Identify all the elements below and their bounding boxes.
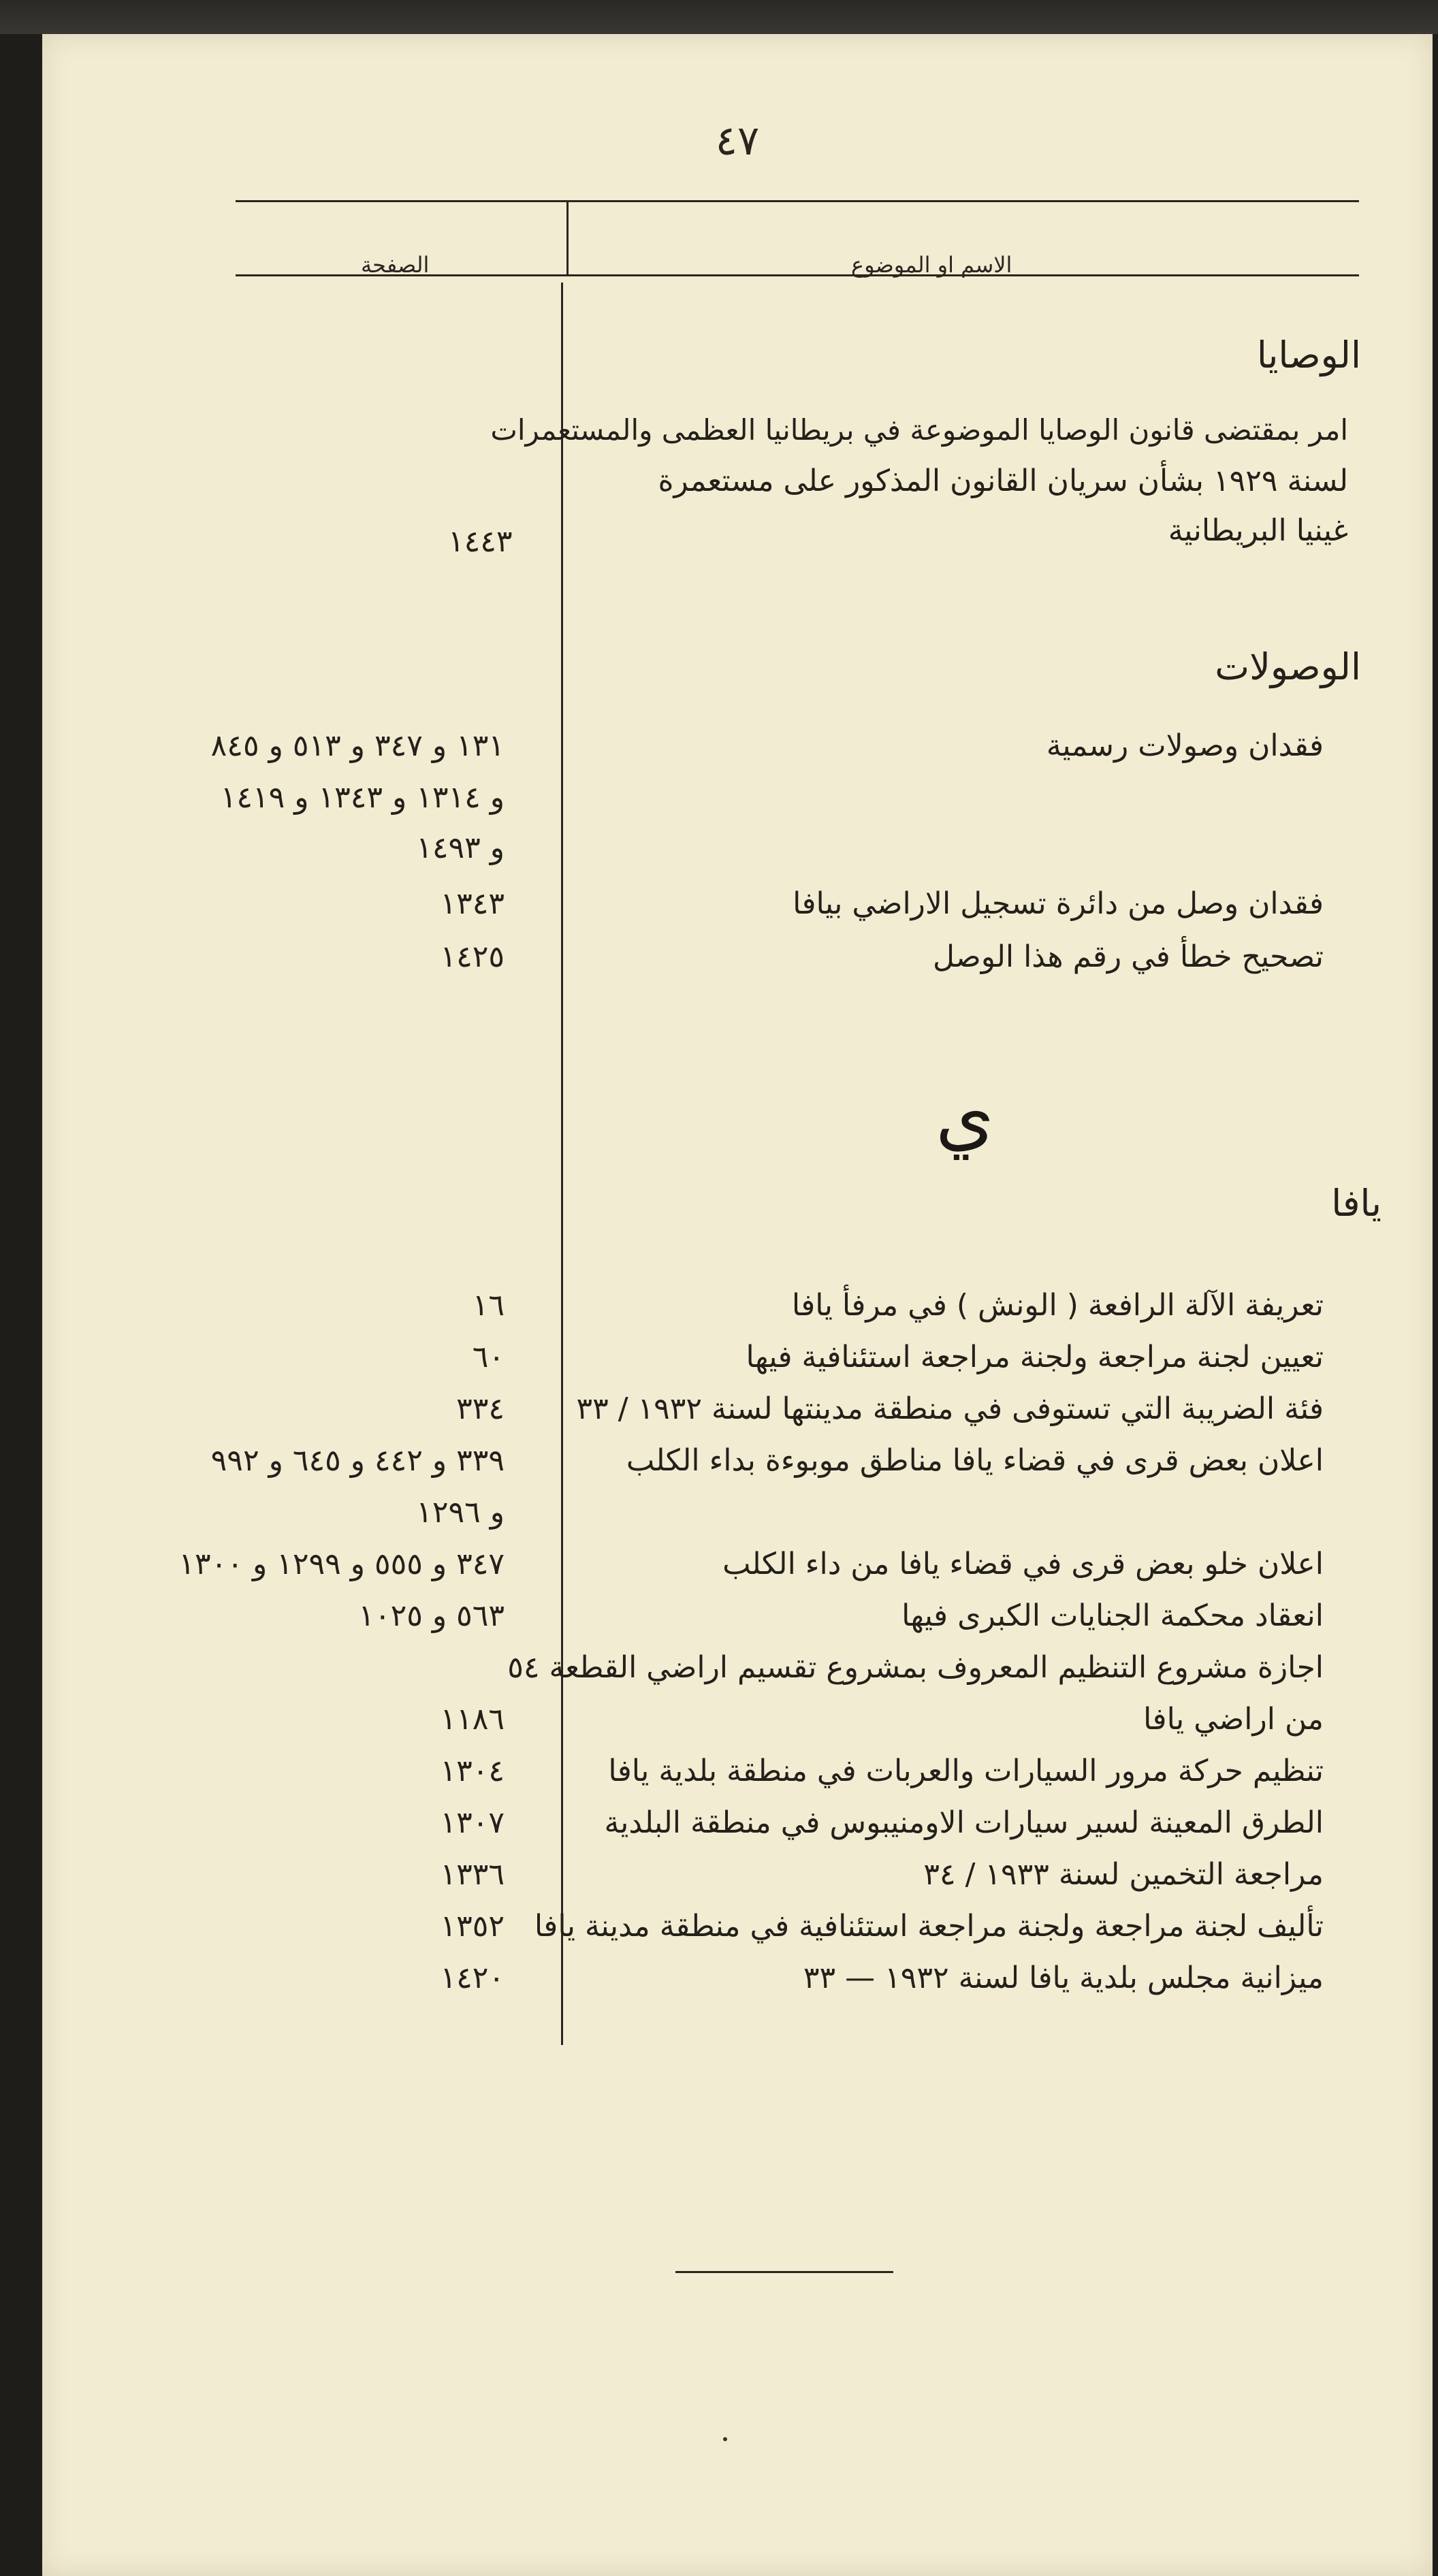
yafa-entry-text: تعيين لجنة مراجعة ولجنة مراجعة استئنافية فيها bbox=[746, 1340, 1324, 1374]
yafa-entry-text: ميزانية مجلس بلدية يافا لسنة ١٩٣٢ — ٣٣ bbox=[803, 1961, 1324, 1995]
yafa-entry-text: تأليف لجنة مراجعة ولجنة مراجعة استئنافية في منطقة مدينة يافا bbox=[534, 1909, 1324, 1944]
page-column-header: الصفحة bbox=[361, 252, 430, 278]
closing-rule bbox=[675, 2271, 893, 2273]
section-heading-wasaya: الوصايا bbox=[1256, 334, 1361, 376]
book-binding-edge bbox=[0, 0, 1438, 34]
yafa-entry-page: ١٣٠٧ bbox=[440, 1805, 505, 1840]
yafa-entry-page: ١٣٥٢ bbox=[440, 1909, 505, 1944]
yafa-entry-text: اجازة مشروع التنظيم المعروف بمشروع تقسيم اراضي القطعة ٥٤ bbox=[507, 1650, 1324, 1685]
yafa-entry-text: من اراضي يافا bbox=[1143, 1702, 1324, 1737]
yafa-entry-page: و ١٢٩٦ bbox=[416, 1495, 505, 1530]
name-column-header: الاسم او الموضوع bbox=[851, 252, 1012, 278]
section-heading-yafa: يافا bbox=[1331, 1182, 1381, 1225]
header-column-divider bbox=[566, 200, 569, 274]
yafa-entry-page: ١٣٣٦ bbox=[440, 1857, 505, 1892]
yafa-entry-text: مراجعة التخمين لسنة ١٩٣٣ / ٣٤ bbox=[923, 1857, 1324, 1892]
yafa-entry-page: ١١٨٦ bbox=[440, 1702, 505, 1737]
yafa-entry-page: ٥٦٣ و ١٠٢٥ bbox=[358, 1598, 505, 1633]
page-number: ٤٧ bbox=[715, 117, 760, 165]
section-heading-wusulat: الوصولات bbox=[1215, 645, 1361, 688]
yafa-entry-text: اعلان بعض قرى في قضاء يافا مناطق موبوءة بداء الكلب bbox=[626, 1443, 1324, 1478]
wusulat-entry-3-page: ١٤٢٥ bbox=[440, 939, 505, 974]
wusulat-entry-1-pages-3: و ١٤٩٣ bbox=[416, 831, 505, 865]
wusulat-entry-1-pages-2: و ١٣١٤ و ١٣٤٣ و ١٤١٩ bbox=[220, 780, 505, 815]
yafa-entry-page: ١٦ bbox=[472, 1288, 505, 1323]
header-top-rule bbox=[236, 200, 1359, 202]
wasaya-entry-line2: لسنة ١٩٢٩ بشأن سريان القانون المذكور على مستعمرة bbox=[658, 464, 1348, 498]
yafa-entry-page: ٣٤٧ و ٥٥٥ و ١٢٩٩ و ١٣٠٠ bbox=[178, 1547, 505, 1581]
wasaya-entry-line3: غينيا البريطانية bbox=[1168, 513, 1348, 548]
page-speck bbox=[723, 2437, 727, 2441]
yafa-entry-text: اعلان خلو بعض قرى في قضاء يافا من داء الكلب bbox=[722, 1547, 1324, 1581]
yafa-entry-text: الطرق المعينة لسير سيارات الاومنيبوس في منطقة البلدية bbox=[604, 1805, 1324, 1840]
document-page bbox=[42, 34, 1433, 2576]
wusulat-entry-1: فقدان وصولات رسمية bbox=[1046, 728, 1324, 763]
column-divider bbox=[561, 283, 563, 2045]
index-letter: ي bbox=[936, 1072, 995, 1159]
wusulat-entry-2: فقدان وصل من دائرة تسجيل الاراضي بيافا bbox=[793, 886, 1324, 921]
wusulat-entry-3: تصحيح خطأ في رقم هذا الوصل bbox=[933, 939, 1324, 974]
yafa-entry-page: ١٤٢٠ bbox=[440, 1961, 505, 1995]
wusulat-entry-2-page: ١٣٤٣ bbox=[440, 886, 505, 921]
yafa-entry-text: تنظيم حركة مرور السيارات والعربات في منطقة بلدية يافا bbox=[608, 1754, 1324, 1788]
wasaya-entry-line1: امر بمقتضى قانون الوصايا الموضوعة في بريطانيا العظمى والمستعمرات bbox=[490, 413, 1348, 447]
wasaya-page-ref: ١٤٤٣ bbox=[448, 524, 513, 559]
yafa-entry-page: ٣٣٤ bbox=[456, 1391, 505, 1426]
yafa-entry-page: ٣٣٩ و ٤٤٢ و ٦٤٥ و ٩٩٢ bbox=[210, 1443, 505, 1478]
wusulat-entry-1-pages-1: ١٣١ و ٣٤٧ و ٥١٣ و ٨٤٥ bbox=[210, 728, 505, 763]
yafa-entry-text: فئة الضريبة التي تستوفى في منطقة مدينتها لسنة ١٩٣٢ / ٣٣ bbox=[576, 1391, 1324, 1426]
yafa-entry-text: انعقاد محكمة الجنايات الكبرى فيها bbox=[901, 1598, 1324, 1633]
yafa-entry-page: ٦٠ bbox=[472, 1340, 505, 1374]
yafa-entry-page: ١٣٠٤ bbox=[440, 1754, 505, 1788]
yafa-entry-text: تعريفة الآلة الرافعة ( الونش ) في مرفأ يافا bbox=[791, 1288, 1324, 1323]
